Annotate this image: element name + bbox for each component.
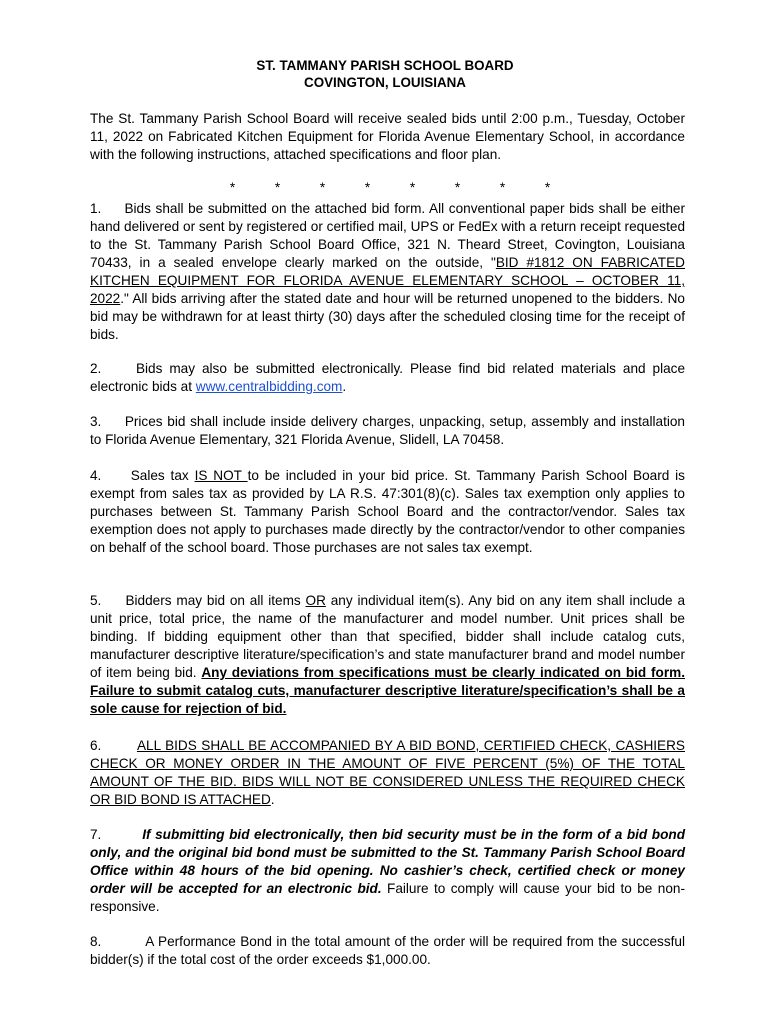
item-number: 2. [90,361,102,376]
deviations-warning: Any deviations from specifications must be clearly indicated on bid form. [201,665,685,680]
item-8 [90,933,685,969]
item-text-continued: ." All bids arriving after the stated date and hour will be returned unopened to the bidders. No bid may be withdrawn for at least thirty (30) days after the scheduled closing time for the receipt of bids. [90,291,685,342]
star: * [454,180,461,195]
or-underlined: OR [305,593,326,608]
item-number: 3. [90,414,102,429]
is-not-underlined: IS NOT [194,468,248,483]
item-text: Bidders may bid on all items [125,593,306,608]
star: * [499,180,506,195]
item-6 [90,737,685,809]
header-location: COVINGTON, LOUISIANA [304,75,466,90]
item-1 [90,200,685,344]
star: * [319,180,326,195]
star: * [274,180,281,195]
item-text-continued: any individual item(s). Any bid on any item shall include a unit price, total price, the name of the manufacturer and model number. Unit prices shall be binding. If bidding equipment other than that specified, bidder shall include catalog cuts, manufacturer descriptive literature/specification’s and state manufacturer brand and model number of item being bid. [90,593,686,680]
star: * [409,180,416,195]
item-number: 1. [90,201,102,216]
electronic-bid-security-text: If submitting bid electronically, then bid security must be in the form of a bid bond only, and the original bid bond must be submitted to the St. Tammany Parish School Board Office within 48 hours of the bid opening. No cashier’s check, certified check or money order will be accepted for an electronic bid. [90,827,685,896]
item-number: 7. [90,827,102,842]
item-number: 4. [90,468,102,483]
bid-label-underlined: BID #1812 ON FABRICATED KITCHEN EQUIPMENT FOR FLORIDA AVENUE ELEMENTARY SCHOOL – OCTOBER 11, 2022 [90,255,685,306]
intro-paragraph [90,110,685,164]
item-7 [90,826,685,916]
star: * [364,180,371,195]
item-text: Bids may also be submitted electronically. Please find bid related materials and place electronic bids at [90,361,686,394]
separator-stars [210,180,570,196]
intro-text: The St. Tammany Parish School Board will receive sealed bids until 2:00 p.m., Tuesday, October 11, 2022 on Fabricated Kitchen Equipment for Florida Avenue Elementary School, in accordance with the following instructions, attached specifications and floor plan. [90,111,685,162]
item-text-end: . [270,792,275,807]
item-text: Bids shall be submitted on the attached bid form. All conventional paper bids shall be either hand delivered or sent by registered or certified mail, UPS or FedEx with a return receipt requested to the St. Tammany Parish School Board Office, 321 N. Theard Street, Covington, Louisiana 70433, in a sealed envelope clearly marked on the outside, " [90,201,686,270]
item-number: 5. [90,593,102,608]
header-title: ST. TAMMANY PARISH SCHOOL BOARD [256,58,514,73]
item-text-end: Failure to comply will cause your bid to be non-responsive. [90,881,685,914]
rejection-warning: Failure to submit catalog cuts, manufacturer descriptive literature/specification’s shall be a sole cause for rejection of bid. [90,683,685,716]
centralbidding-link[interactable]: www.centralbidding.com [195,379,343,394]
item-text-end: . [342,379,347,394]
item-4 [90,467,685,557]
item-text: A Performance Bond in the total amount of the order will be required from the successful bidder(s) if the total cost of the order exceeds $1,000.00. [90,934,685,967]
item-3 [90,413,685,449]
item-number: 6. [90,738,102,753]
star: * [229,180,236,195]
bid-bond-requirement: ALL BIDS SHALL BE ACCOMPANIED BY A BID BOND, CERTIFIED CHECK, CASHIERS CHECK OR MONEY ORDER IN THE AMOUNT OF FIVE PERCENT (5%) OF THE TOTAL AMOUNT OF THE BID. BIDS WILL NOT BE CONSIDERED UNLESS THE REQUIRED CHECK OR BID BOND IS ATTACHED [90,738,685,807]
star: * [544,180,551,195]
item-text-continued: to be included in your bid price. St. Tammany Parish School Board is exempt from sales tax as provided by LA R.S. 47:301(8)(c). Sales tax exemption only applies to purchases between St. Tammany Parish School Board and the contractor/vendor. Sales tax exemption does not apply to purchases made directly by the contractor/vendor to other companies on behalf of the school board. Those purchases are not sales tax exempt. [90,468,685,555]
item-number: 8. [90,934,102,949]
item-text: Prices bid shall include inside delivery charges, unpacking, setup, assembly and installation to Florida Avenue Elementary, 321 Florida Avenue, Slidell, LA 70458. [90,414,685,447]
item-2 [90,360,685,396]
item-text: Sales tax [130,468,195,483]
item-5 [90,592,685,718]
document-header [90,57,680,91]
